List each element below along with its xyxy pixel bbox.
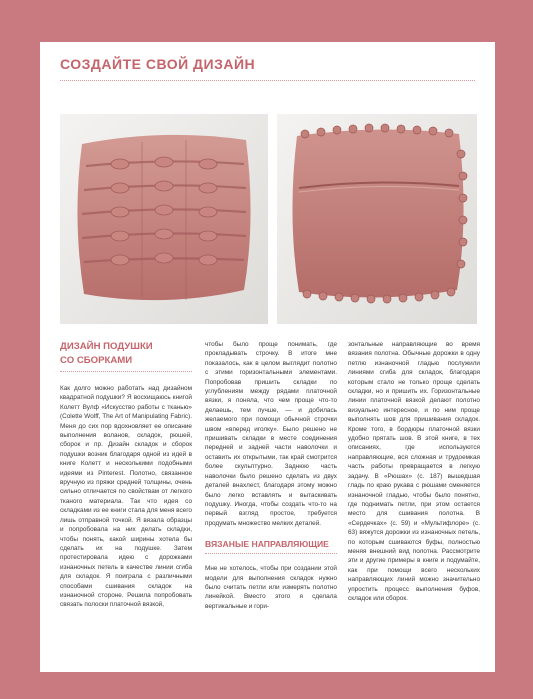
column-1 [60,340,192,610]
section-heading-pillow [60,340,192,372]
section-heading-guides: ВЯЗАНЫЕ НАПРАВЛЯЮЩИЕ [205,538,337,554]
title-divider [60,80,475,81]
body-text: Мне не хотелось, чтобы при создании этой модели для выполнения складок нужно было считать петли или измерять полотно линейкой. Вместо этого я сделала вертикальные и гори- [205,565,337,610]
pillow-front-photo [60,114,268,324]
body-text: чтобы было проще понимать, где прокладывать строчку. В итоге мне показалось, как в целом выглядит полотно с этими горизонтальными элементами. Попробовав пришить складки по углублениям между рядами платочной вязки, я поняла, что чем проще что-то делаешь, тем лучше, — и добилась желаемого при помощи обычной строчки швом «вперед иголку». Было решено не пришивать складки в месте соединения передней и задней части наволочки и оставить их открытыми, так край смотрится более скульптурно. Заднюю часть наволочки было решено сделать из двух деталей внахлест, благодаря этому можно было легко вставлять и вытаскивать подушку. Иногда, чтобы создать что-то на первый взгляд простое, требуется продумать множество мелких деталей. [205,341,337,527]
page-title: СОЗДАЙТЕ СВОЙ ДИЗАЙН [60,56,256,72]
column-2 [205,340,337,611]
heading-line-1: ДИЗАЙН ПОДУШКИ [60,341,153,352]
body-text: зонтальные направляющие во время вязания полотна. Обычные дорожки в одну петлю изнаночной гладью послужили линиями сгиба для складок, благодаря которым стало не только проще сделать складки, но и пришить их. Горизонтальные линии платочной вязкой делают полотно визуально интересное, и по ним проще выполнять шов для пришивания складок. Кроме того, в бордюры платочной вязки удобно прятать шов. В этой книге, в тех описаниях, где используются направляющие, вся сложная и трудоемкая часть работы превращается в легкую задачу. В «Рюшах» (с. 187) вышедшая гладь по краю рукава с рюшами сменяется изнаночной гладью, чтобы было понятно, где поднимать петли, при этом остается место для сшивания полотна. В «Сердечках» (с. 59) и «Мультифлоре» (с. 63) вяжутся дорожки из изнаночных петель, по которым сшиваются буфы, полностью меняя внешний вид полотна. Рассмотрите эти и другие примеры в книге и подумайте, как при помощи всего нескольких направляющих линий можно значительно упростить процесс выполнения буфов, складок или сборок. [348,341,480,602]
body-text: Как долго можно работать над дизайном квадратной подушки? Я восхищаюсь книгой Колетт Вулф «Искусство работы с тканью» (Colette Wolff, The Art of Manipulating Fabric). Меня до сих пор вдохновляет ее описание выполнения воланов, складок, рюшей, сборок и пр. Дизайн складок и сборок подушки возник благодаря одной из идей в книге Колетт и несколькими подобными идеями из Pinterest. Полотно, связанное вручную из пряжи средней толщины, очень сильно отличается по свойствам от легкого тканого материала. Так что идея со складками из ее книги стала для меня всего лишь отправной точкой. Я вязала образцы и попробовала на них делать складки, чтобы понять, какой ширины хотела бы сделать их на подушке. Затем протестировала идею с дорожками изнаночных петель в качестве линии сгиба для складок. Я поиграла с различными способами сшивания складок на изнаночной стороне. Решила попробовать связать полоски платочной вязкой, [60,385,192,609]
page [40,42,495,672]
pillow-back-photo [277,114,477,324]
heading-line-2: СО СБОРКАМИ [60,355,133,366]
column-3 [348,340,480,603]
